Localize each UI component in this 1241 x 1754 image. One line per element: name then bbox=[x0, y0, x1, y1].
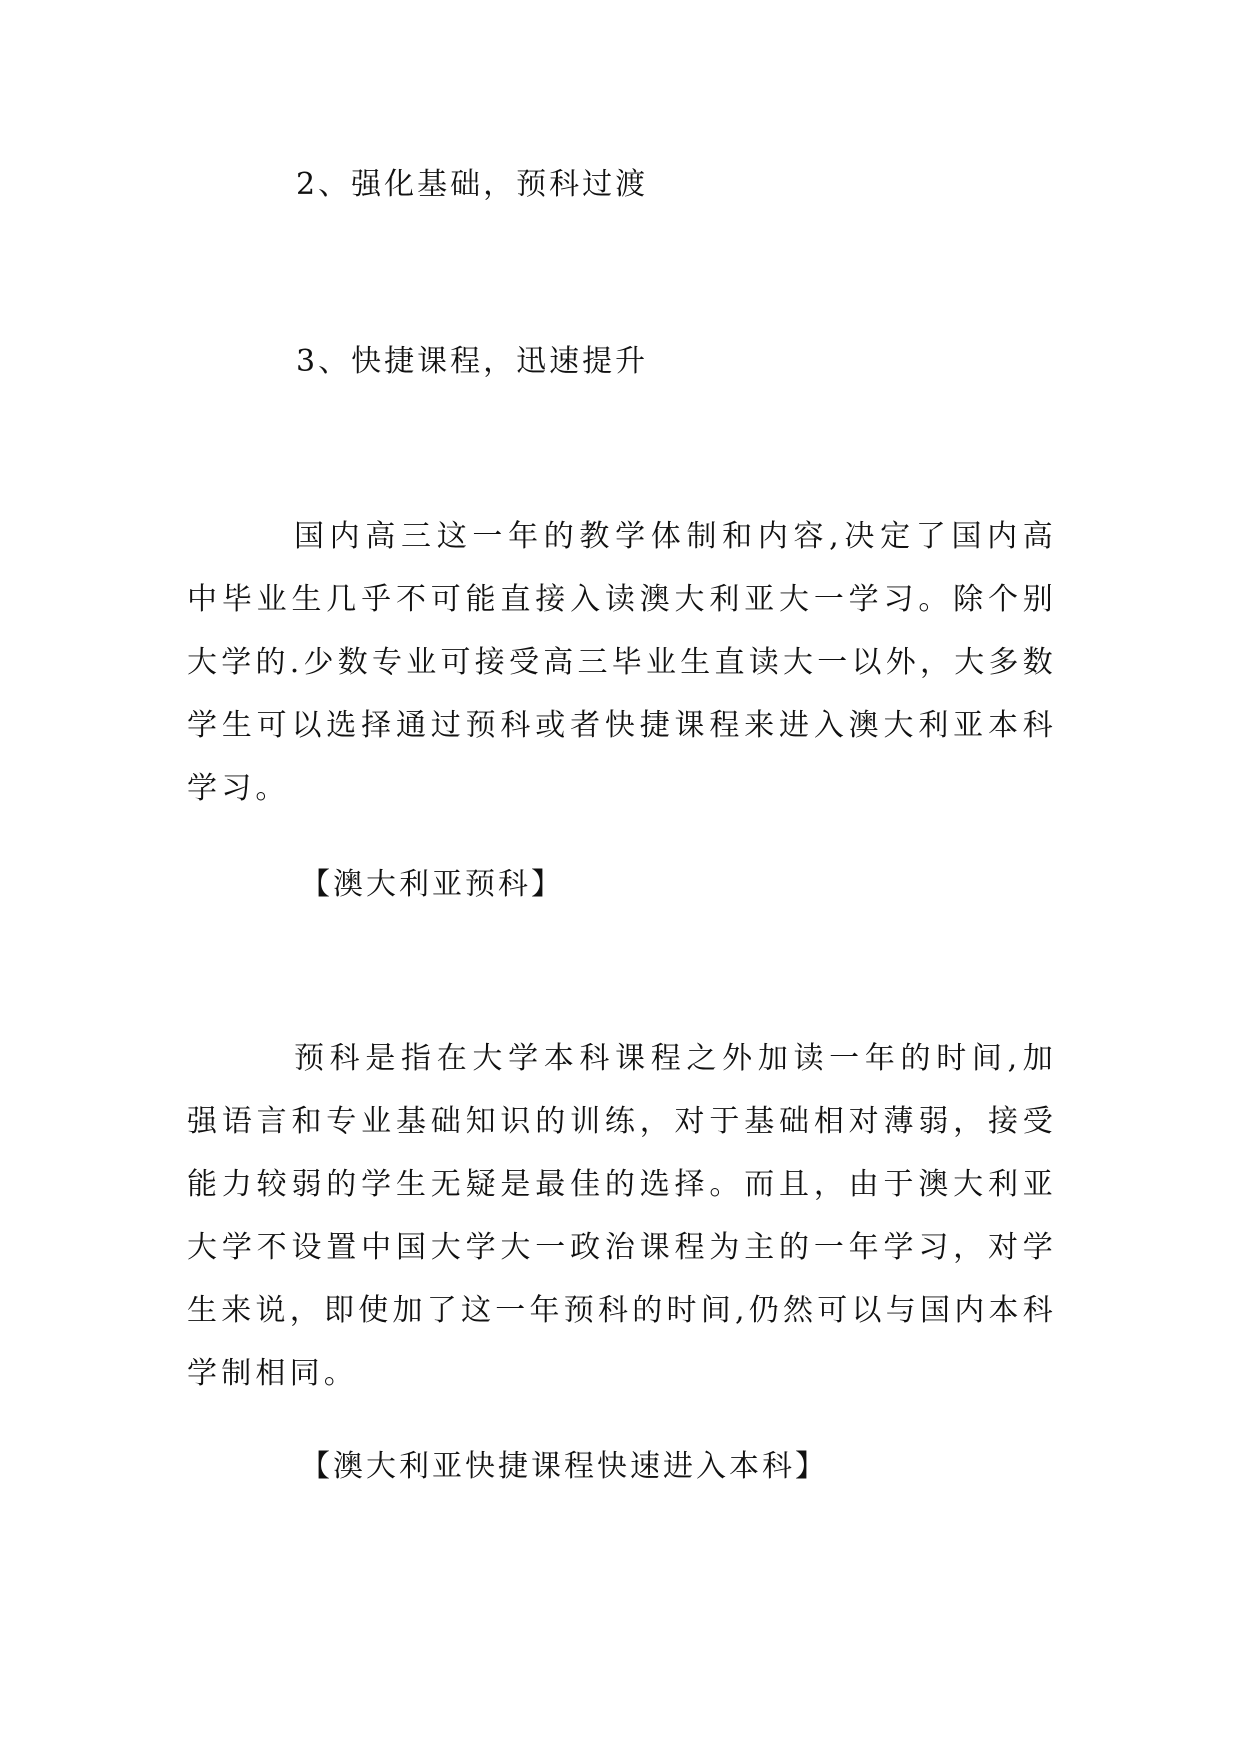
section-title-foundation: 【澳大利亚预科】 bbox=[300, 867, 564, 902]
heading-strengthen-foundation: 2、强化基础，预科过渡 bbox=[296, 167, 649, 202]
paragraph-domestic-education: 国内高三这一年的教学体制和内容,决定了国内高中毕业生几乎不可能直接入读澳大利亚大一学习。除个别大学的.少数专业可接受高三毕业生直读大一以外，大多数学生可以选择通过预科或者快捷课程来进入澳大利亚本科学习。 bbox=[187, 519, 1057, 806]
section-title-fast-track: 【澳大利亚快捷课程快速进入本科】 bbox=[300, 1449, 828, 1484]
heading-fast-track-courses: 3、快捷课程，迅速提升 bbox=[296, 344, 649, 379]
paragraph-foundation-description: 预科是指在大学本科课程之外加读一年的时间,加强语言和专业基础知识的训练，对于基础相对薄弱，接受能力较弱的学生无疑是最佳的选择。而且，由于澳大利亚大学不设置中国大学大一政治课程为主的一年学习，对学生来说，即使加了这一年预科的时间,仍然可以与国内本科学制相同。 bbox=[187, 1041, 1057, 1391]
